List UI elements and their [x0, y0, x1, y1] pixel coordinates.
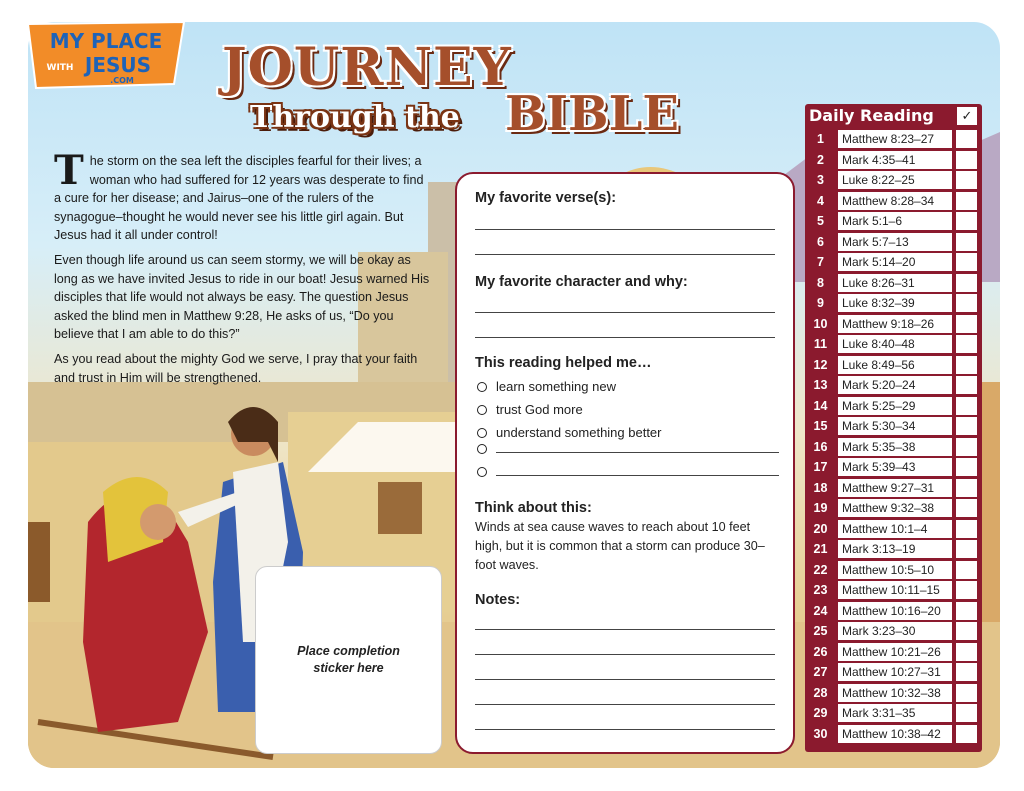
intro-paragraph-1 — [54, 147, 432, 245]
intro-paragraph-2: Even though life around us can seem stormy, we will be okay as long as we have invited Jesus to ride in our boat! Jesus warned His disciples that life would not always be easy. The question Jesus asked the blind men in Matthew 9:28, He asks of us, “Do you believe that I am able to do this?” — [54, 252, 430, 342]
reading-checkbox[interactable] — [956, 663, 977, 681]
reading-reference: Mark 5:20–24 — [838, 376, 952, 394]
reading-checkbox[interactable] — [956, 622, 977, 640]
logo — [22, 16, 190, 94]
reading-checkbox[interactable] — [956, 561, 977, 579]
option-label: understand something better — [496, 425, 662, 440]
reading-day-number: 30 — [813, 726, 828, 741]
reading-row — [805, 499, 982, 518]
logo-text-3: JESUS — [84, 53, 152, 77]
reading-reference: Matthew 8:28–34 — [838, 192, 952, 210]
reading-reference: Mark 3:31–35 — [838, 704, 952, 722]
reading-row — [805, 725, 982, 744]
reading-day-number: 12 — [813, 357, 828, 372]
reading-reference: Matthew 9:27–31 — [838, 479, 952, 497]
reading-row — [805, 233, 982, 252]
option-trust[interactable] — [477, 402, 583, 417]
reading-row — [805, 438, 982, 457]
reading-day-number: 16 — [813, 439, 828, 454]
reading-row — [805, 561, 982, 580]
reading-reference: Mark 5:25–29 — [838, 397, 952, 415]
reading-checkbox[interactable] — [956, 602, 977, 620]
reading-checkbox[interactable] — [956, 233, 977, 251]
reading-day-number: 27 — [813, 665, 828, 679]
option-learn[interactable] — [477, 379, 616, 394]
reading-day-number: 29 — [813, 706, 828, 720]
reading-row — [805, 397, 982, 416]
reading-day-number: 2 — [817, 152, 824, 167]
reading-checkbox[interactable] — [956, 397, 977, 415]
reading-day-number: 24 — [813, 603, 828, 618]
reading-row — [805, 130, 982, 149]
note-line[interactable] — [475, 704, 775, 705]
dropcap: T — [54, 147, 84, 194]
reading-row — [805, 540, 982, 559]
reading-day-number: 15 — [813, 419, 828, 433]
note-line[interactable] — [475, 679, 775, 680]
option-understand[interactable] — [477, 425, 662, 440]
reading-day-number: 21 — [813, 542, 828, 556]
reading-row — [805, 417, 982, 436]
reading-reference: Luke 8:26–31 — [838, 274, 952, 292]
reading-reference: Matthew 10:38–42 — [838, 725, 952, 743]
favorite-character-heading: My favorite character and why: — [475, 274, 688, 290]
radio-circle[interactable] — [477, 382, 487, 392]
write-line[interactable] — [475, 312, 775, 313]
sticker-label-2: sticker here — [313, 661, 384, 675]
reading-reference: Matthew 10:27–31 — [838, 663, 952, 681]
reading-checkbox[interactable] — [956, 130, 977, 148]
reading-checkbox[interactable] — [956, 479, 977, 497]
window — [378, 482, 422, 534]
reading-reference: Mark 3:23–30 — [838, 622, 952, 640]
reading-checkbox[interactable] — [956, 704, 977, 722]
reading-checkbox[interactable] — [956, 253, 977, 271]
page-title-bible: BIBLE — [505, 86, 679, 142]
reading-reference: Matthew 10:11–15 — [838, 581, 952, 599]
reading-row — [805, 356, 982, 375]
reading-reference: Matthew 10:16–20 — [838, 602, 952, 620]
reading-checkbox[interactable] — [956, 684, 977, 702]
intro-text — [54, 147, 432, 393]
reading-row — [805, 376, 982, 395]
radio-circle[interactable] — [477, 444, 487, 454]
reading-checkbox[interactable] — [956, 581, 977, 599]
reading-day-number: 13 — [813, 378, 828, 392]
write-line[interactable] — [475, 254, 775, 255]
reading-checkbox[interactable] — [956, 192, 977, 210]
reading-day-number: 6 — [817, 234, 824, 249]
reading-row — [805, 335, 982, 354]
reading-row — [805, 315, 982, 334]
option-blank-2[interactable] — [477, 467, 779, 477]
reading-checkbox[interactable] — [956, 643, 977, 661]
reading-checkbox[interactable] — [956, 520, 977, 538]
reading-day-number: 5 — [817, 214, 824, 228]
page-title: JOURNEY — [222, 37, 512, 98]
reading-row — [805, 151, 982, 170]
reading-reference: Mark 3:13–19 — [838, 540, 952, 558]
intro-paragraph-3: As you read about the mighty God we serve, I pray that your faith and trust in Him will be strengthened. — [54, 351, 418, 385]
reading-reference: Matthew 10:32–38 — [838, 684, 952, 702]
reading-reference: Matthew 10:5–10 — [838, 561, 952, 579]
reading-row — [805, 581, 982, 600]
reading-day-number: 23 — [813, 583, 828, 597]
daily-reading-panel — [805, 104, 982, 752]
reading-checkbox[interactable] — [956, 540, 977, 558]
reading-checkbox[interactable] — [956, 417, 977, 435]
reading-checkbox[interactable] — [956, 151, 977, 169]
radio-circle[interactable] — [477, 467, 487, 477]
reading-reference: Mark 5:14–20 — [838, 253, 952, 271]
reading-day-number: 20 — [813, 521, 828, 536]
reading-day-number: 25 — [813, 624, 828, 638]
reading-row — [805, 171, 982, 190]
sticker-box[interactable] — [255, 566, 442, 754]
reading-day-number: 17 — [813, 460, 828, 474]
write-line[interactable] — [475, 229, 775, 230]
think-heading: Think about this: — [475, 500, 592, 516]
reading-row — [805, 663, 982, 682]
reading-checkbox[interactable] — [956, 171, 977, 189]
reading-day-number: 8 — [817, 275, 824, 290]
reading-reference: Matthew 10:21–26 — [838, 643, 952, 661]
reading-reference: Mark 5:35–38 — [838, 438, 952, 456]
reading-reference: Matthew 9:32–38 — [838, 499, 952, 517]
reading-reference: Luke 8:40–48 — [838, 335, 952, 353]
reading-checkbox[interactable] — [956, 274, 977, 292]
intro-p1-text: he storm on the sea left the disciples fearful for their lives; a woman who had suffered for 12 years was desperate to find a cure for her disease; and Jairus–one of the rulers of the synagogue–thought he would never see his little girl again. But Jesus had it all under control! — [54, 154, 424, 243]
journal-panel — [455, 172, 795, 754]
reading-reference: Mark 4:35–41 — [838, 151, 952, 169]
radio-circle[interactable] — [477, 428, 487, 438]
checkmark-icon: ✓ — [957, 107, 977, 125]
reading-day-number: 22 — [813, 562, 828, 577]
reading-checkbox[interactable] — [956, 335, 977, 353]
reading-day-number: 18 — [813, 480, 828, 495]
reading-reference: Mark 5:7–13 — [838, 233, 952, 251]
reading-day-number: 9 — [817, 296, 824, 310]
reading-reference: Luke 8:32–39 — [838, 294, 952, 312]
reading-day-number: 1 — [817, 132, 824, 146]
reading-day-number: 28 — [813, 685, 828, 700]
reading-reference: Matthew 8:23–27 — [838, 130, 952, 148]
reading-day-number: 7 — [817, 255, 824, 269]
write-line[interactable] — [496, 475, 779, 476]
reading-checkbox[interactable] — [956, 438, 977, 456]
notes-heading: Notes: — [475, 592, 521, 608]
reading-day-number: 19 — [813, 501, 828, 515]
reading-row — [805, 253, 982, 272]
reading-row — [805, 684, 982, 703]
reading-row — [805, 622, 982, 641]
reading-checkbox[interactable] — [956, 725, 977, 743]
reading-day-number: 3 — [817, 173, 824, 187]
note-line[interactable] — [475, 629, 775, 630]
reading-checkbox[interactable] — [956, 499, 977, 517]
reading-row — [805, 602, 982, 621]
reading-checkbox[interactable] — [956, 212, 977, 230]
write-line[interactable] — [475, 337, 775, 338]
reading-day-number: 26 — [813, 644, 828, 659]
kneeling-man-face — [140, 504, 176, 540]
reading-row — [805, 274, 982, 293]
note-line[interactable] — [475, 729, 775, 730]
reading-row — [805, 643, 982, 662]
reading-day-number: 4 — [817, 193, 824, 208]
reading-row — [805, 212, 982, 231]
door — [28, 522, 50, 602]
sticker-label-1: Place completion — [297, 644, 400, 658]
reading-checkbox[interactable] — [956, 356, 977, 374]
reading-row — [805, 520, 982, 539]
reading-row — [805, 458, 982, 477]
daily-reading-heading: Daily Reading — [809, 106, 934, 125]
page-subtitle: Through the — [250, 100, 460, 135]
favorite-verse-heading: My favorite verse(s): — [475, 190, 617, 206]
reading-reference: Matthew 10:1–4 — [838, 520, 952, 538]
reading-day-number: 10 — [813, 316, 828, 331]
logo-text-2: WITH — [46, 63, 74, 73]
reading-reference: Matthew 9:18–26 — [838, 315, 952, 333]
think-text: Winds at sea cause waves to reach about 10 feet high, but it is common that a storm can produce 30–foot waves. — [475, 520, 765, 572]
logo-text-4: .COM — [110, 76, 134, 85]
reading-reference: Luke 8:49–56 — [838, 356, 952, 374]
reading-checkbox[interactable] — [956, 315, 977, 333]
reading-day-number: 11 — [813, 337, 828, 351]
option-label: trust God more — [496, 402, 583, 417]
reading-checkbox[interactable] — [956, 458, 977, 476]
reading-day-number: 14 — [813, 398, 828, 413]
option-blank-1[interactable] — [477, 444, 779, 454]
reading-row — [805, 294, 982, 313]
reading-reference: Mark 5:39–43 — [838, 458, 952, 476]
write-line[interactable] — [496, 452, 779, 453]
logo-text-1: MY PLACE — [49, 29, 163, 53]
reading-checkbox[interactable] — [956, 376, 977, 394]
helped-heading: This reading helped me… — [475, 355, 652, 371]
reading-checkbox[interactable] — [956, 294, 977, 312]
reading-row — [805, 192, 982, 211]
option-label: learn something new — [496, 379, 616, 394]
radio-circle[interactable] — [477, 405, 487, 415]
reading-row — [805, 704, 982, 723]
reading-row — [805, 479, 982, 498]
reading-reference: Luke 8:22–25 — [838, 171, 952, 189]
note-line[interactable] — [475, 654, 775, 655]
reading-reference: Mark 5:1–6 — [838, 212, 952, 230]
reading-reference: Mark 5:30–34 — [838, 417, 952, 435]
